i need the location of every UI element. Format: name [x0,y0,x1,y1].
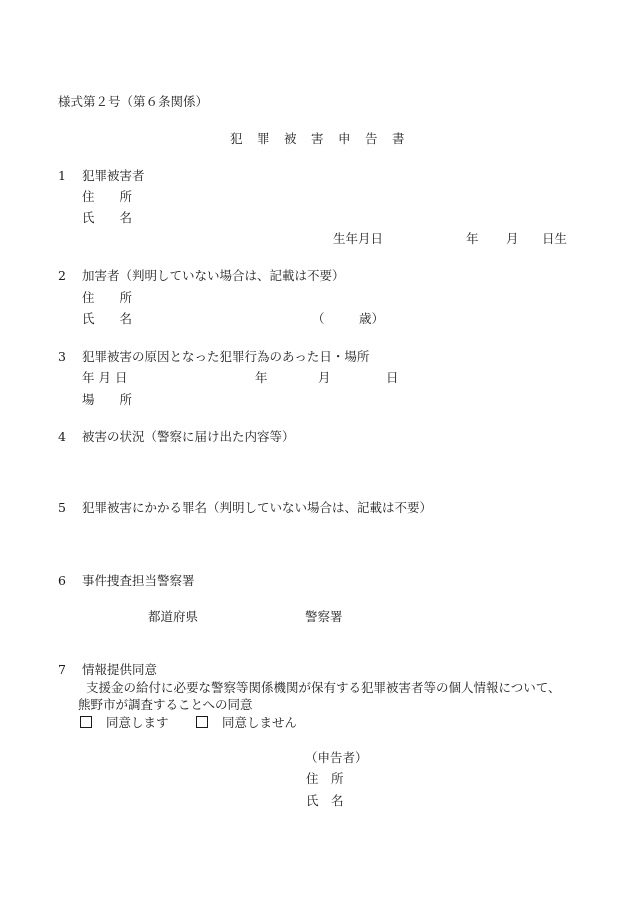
section-1-heading: 犯罪被害者 [82,168,145,183]
birth-month-label: 月 [506,231,519,246]
title-char: 申 [338,131,351,146]
agree-option[interactable] [80,716,169,730]
birth-day-label: 日生 [542,231,568,246]
section-7-number: 7 [58,662,66,677]
birth-year-label: 年 [466,231,479,246]
disagree-checkbox[interactable] [196,716,208,728]
title-char: 罪 [257,131,270,146]
police-station-label: 警察署 [305,609,343,624]
section-4-number: 4 [58,429,66,444]
section-3-number: 3 [58,349,66,364]
crime-day-label: 日 [386,370,399,385]
prefecture-label: 都道府県 [148,609,199,624]
title-char: 犯 [230,131,243,146]
section-3-heading: 犯罪被害の原因となった犯罪行為のあった日・場所 [82,349,370,364]
section-5-number: 5 [58,500,66,515]
form-number: 様式第２号（第６条関係） [58,94,209,109]
offender-address-label: 住 所 [82,290,133,305]
crime-month-label: 月 [318,370,331,385]
section-6-heading: 事件捜査担当警察署 [82,573,195,588]
age-label: 歳） [359,311,385,326]
crime-date-label: 年 月 日 [82,370,128,385]
title-char: 書 [392,131,405,146]
page-title [230,133,419,146]
age-open-paren: （ [312,311,325,326]
section-5-heading: 犯罪被害にかかる罪名（判明していない場合は、記載は不要） [82,500,433,515]
birthdate-label: 生年月日 [333,231,384,246]
victim-name-label: 氏 名 [82,210,133,225]
consent-text-line-1: 支援金の給付に必要な警察等関係機関が保有する犯罪被害者等の個人情報について、 [86,680,561,695]
section-1-number: 1 [58,168,66,183]
section-4-heading: 被害の状況（警察に届け出た内容等） [82,429,295,444]
applicant-name-label: 氏 名 [306,793,344,808]
disagree-option[interactable] [196,716,297,730]
offender-name-label: 氏 名 [82,311,133,326]
consent-text-line-2: 熊野市が調査することへの同意 [78,697,253,712]
section-7-heading: 情報提供同意 [82,662,158,677]
section-2-number: 2 [58,268,66,283]
applicant-address-label: 住 所 [306,771,344,786]
section-2-heading: 加害者（判明していない場合は、記載は不要） [82,268,345,283]
victim-address-label: 住 所 [82,189,133,204]
applicant-label: （申告者） [305,750,368,765]
agree-checkbox[interactable] [80,716,92,728]
title-char: 被 [284,131,297,146]
title-char: 害 [311,131,324,146]
crime-year-label: 年 [255,370,268,385]
crime-place-label: 場 所 [82,392,133,407]
agree-label: 同意します [105,715,169,730]
disagree-label: 同意しません [221,715,297,730]
section-6-number: 6 [58,573,66,588]
title-char: 告 [365,131,378,146]
